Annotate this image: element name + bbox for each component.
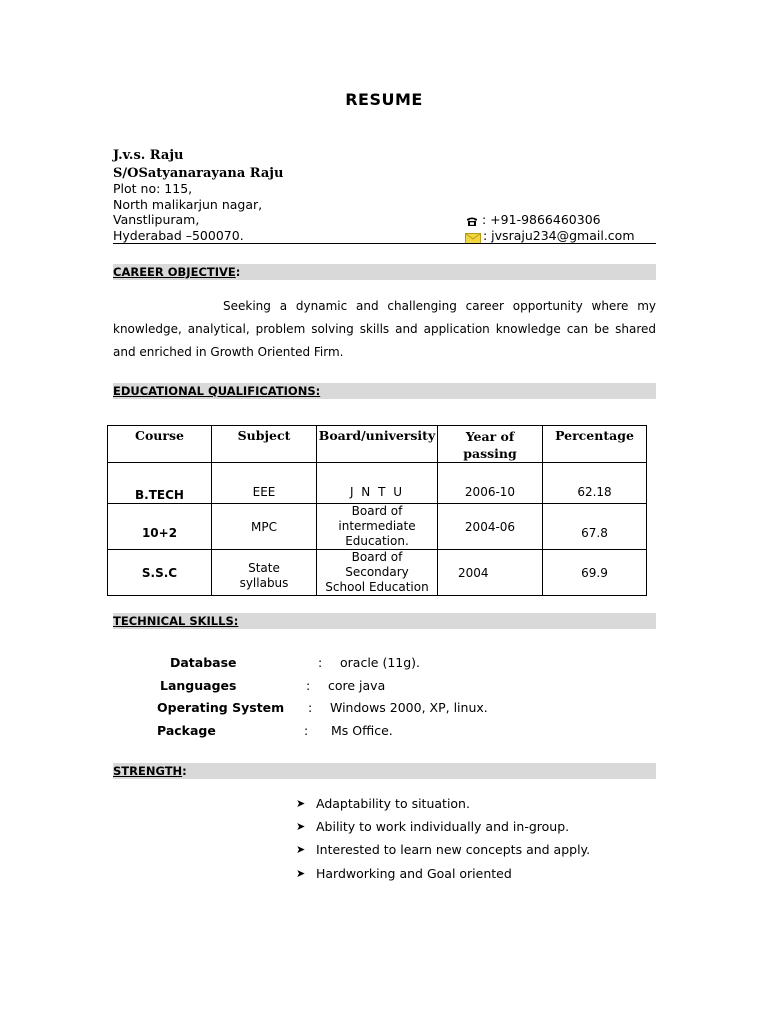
table-row — [108, 463, 647, 504]
address-line: Plot no: 115, — [113, 181, 193, 196]
table-cell: Board of Secondary School Education — [317, 550, 438, 596]
table-cell: 10+2 — [108, 504, 212, 550]
candidate-name: J.v.s. Raju — [113, 148, 184, 163]
header-divider — [113, 243, 656, 244]
table-row — [108, 550, 647, 596]
address-line: Vanstlipuram, — [113, 212, 200, 227]
column-header: Board/university — [317, 426, 438, 463]
address-line: North malikarjun nagar, — [113, 197, 263, 212]
column-header: Year of passing — [438, 426, 543, 463]
table-cell: 67.8 — [543, 504, 647, 550]
skill-value: oracle (11g). — [340, 655, 421, 670]
table-cell: Board of intermediate Education. — [317, 504, 438, 550]
phone-number: : +91-9866460306 — [482, 212, 601, 227]
table-cell: 62.18 — [543, 463, 647, 504]
table-cell: B.TECH — [108, 463, 212, 504]
skill-separator: : — [318, 655, 323, 670]
arrow-bullet-icon: ➤ — [296, 797, 306, 810]
table-cell: S.S.C — [108, 550, 212, 596]
table-cell: 2006-10 — [438, 463, 543, 504]
education-table — [107, 425, 647, 596]
skill-label: Operating System — [157, 700, 285, 715]
column-header: Subject — [212, 426, 317, 463]
table-cell: J N T U — [317, 463, 438, 504]
skill-value: core java — [328, 678, 386, 693]
skill-value: Ms Office. — [331, 723, 393, 738]
objective-paragraph: Seeking a dynamic and challenging career opportunity where my knowledge, analytical, problem solving skills and application knowledge can be shared and enriched in Growth Oriented Firm. — [113, 299, 656, 359]
column-header: Percentage — [543, 426, 647, 463]
section-bar-education — [113, 383, 656, 399]
table-header-row — [108, 426, 647, 463]
column-header: Course — [108, 426, 212, 463]
section-bar-career-objective — [113, 264, 656, 280]
skill-label: Database — [170, 655, 237, 670]
section-heading-education: EDUCATIONAL QUALIFICATIONS: — [113, 384, 321, 398]
email-link[interactable]: : jvsraju234@gmail.com — [483, 228, 635, 243]
table-cell: State syllabus — [212, 550, 317, 596]
skill-value: Windows 2000, XP, linux. — [330, 700, 488, 715]
strength-item: Hardworking and Goal oriented — [316, 866, 512, 881]
father-name: S/OSatyanarayana Raju — [113, 166, 284, 181]
skill-separator: : — [308, 700, 313, 715]
table-row — [108, 504, 647, 550]
table-cell: MPC — [212, 504, 317, 550]
strength-item: Adaptability to situation. — [316, 796, 470, 811]
envelope-icon — [465, 229, 481, 248]
table-cell: 2004 — [438, 550, 543, 596]
skill-label: Languages — [160, 678, 237, 693]
strength-item: Interested to learn new concepts and apply. — [316, 842, 591, 857]
arrow-bullet-icon: ➤ — [296, 820, 306, 833]
table-cell: 69.9 — [543, 550, 647, 596]
skill-separator: : — [304, 723, 309, 738]
section-bar-strength — [113, 763, 656, 779]
section-bar-technical-skills — [113, 613, 656, 629]
page-title: RESUME — [345, 90, 423, 109]
table-cell: EEE — [212, 463, 317, 504]
arrow-bullet-icon: ➤ — [296, 843, 306, 856]
skill-label: Package — [157, 723, 216, 738]
section-heading-technical-skills: TECHNICAL SKILLS: — [113, 614, 239, 628]
strength-item: Ability to work individually and in-group. — [316, 819, 570, 834]
table-cell: 2004-06 — [438, 504, 543, 550]
address-line: Hyderabad –500070. — [113, 228, 244, 243]
arrow-bullet-icon: ➤ — [296, 867, 306, 880]
section-heading-career-objective: CAREER OBJECTIVE: — [113, 265, 241, 279]
section-heading-strength: STRENGTH: — [113, 764, 187, 778]
skill-separator: : — [306, 678, 311, 693]
